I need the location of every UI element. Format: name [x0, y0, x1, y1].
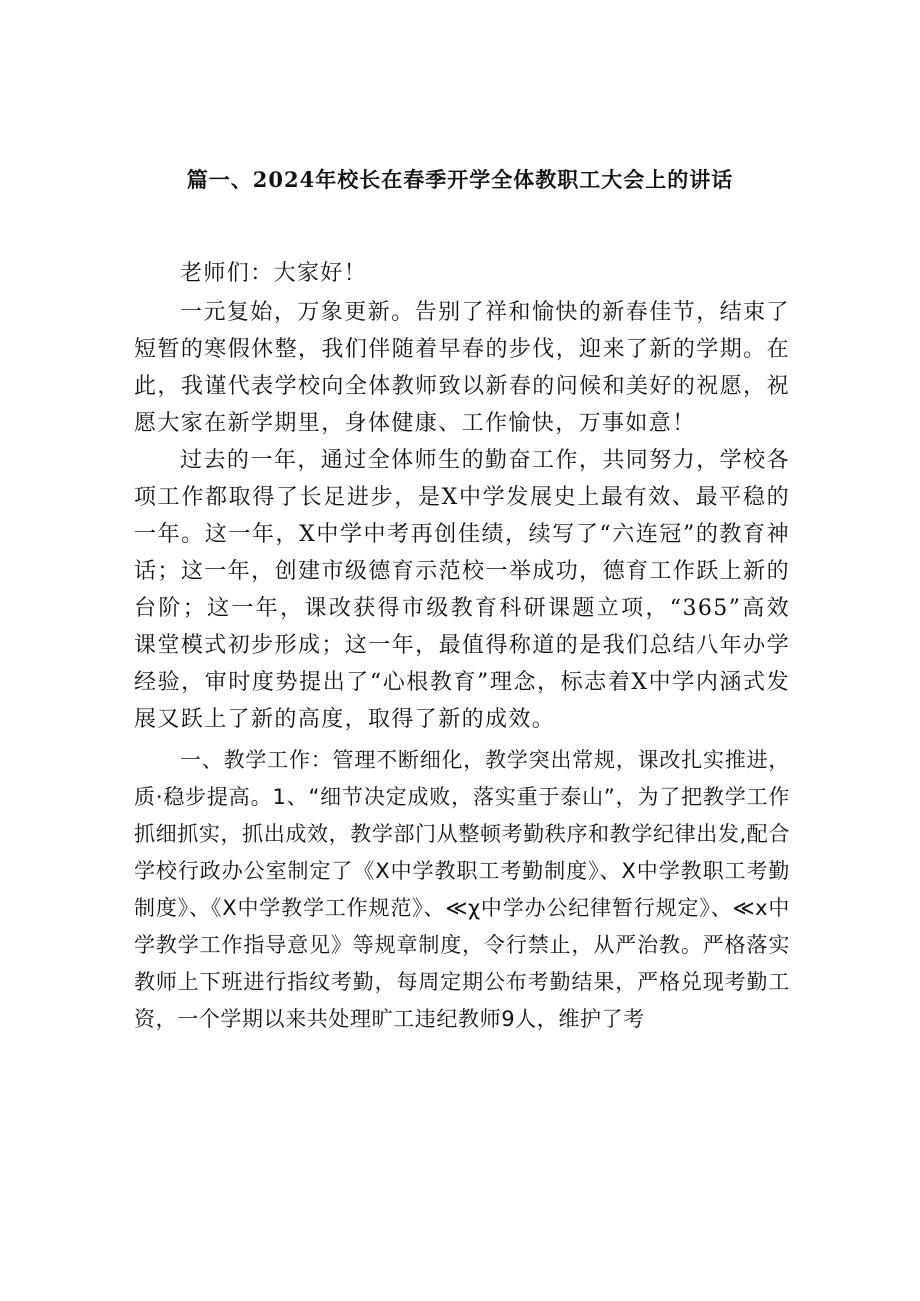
- teaching-work-paragraph: 一、教学工作：管理不断细化，教学突出常规，课改扎实推进，质·稳步提高。1、“细节决定成败，落实重于泰山”，为了把教学工作抓细抓实，抓出成效，教学部门从整顿考勤秩序和教学纪律出发,配合学校行政办公室制定了《X中学教职工考勤制度》、X中学教职工考勤制度》、《X中学教学工作规范》、≪χ中学办公纪律暂行规定》、≪x中学教学工作指导意见》等规章制度，令行禁止，从严治教。严格落实教师上下班进行指纹考勤，每周定期公布考勤结果，严格兑现考勤工资，一个学期以来共处理旷工违纪教师9人，维护了考: [134, 748, 790, 1031]
- document-body: [134, 255, 790, 1038]
- greeting-paragraph: 老师们：大家好！: [180, 261, 368, 286]
- opening-paragraph: 一元复始，万象更新。告别了祥和愉快的新春佳节，结束了短暂的寒假休整，我们伴随着早春的步伐，迎来了新的学期。在此，我谨代表学校向全体教师致以新春的问候和美好的祝愿，祝愿大家在新学期里，身体健康、工作愉快，万事如意！: [134, 300, 790, 436]
- review-paragraph: 过去的一年，通过全体师生的勤奋工作，共同努力，学校各项工作都取得了长足进步，是X中学发展史上最有效、最平稳的一年。这一年，X中学中考再创佳绩，续写了“六连冠”的教育神话；这一年，创建市级德育示范校一举成功，德育工作跃上新的台阶；这一年，课改获得市级教育科研课题立项，“365”高效课堂模式初步形成；这一年，最值得称道的是我们总结八年办学经验，审时度势提出了“心根教育”理念，标志着X中学内涵式发展又跃上了新的高度，取得了新的成效。: [134, 448, 790, 732]
- document-title: 篇一、2024年校长在春季开学全体教职工大会上的讲话: [186, 167, 734, 192]
